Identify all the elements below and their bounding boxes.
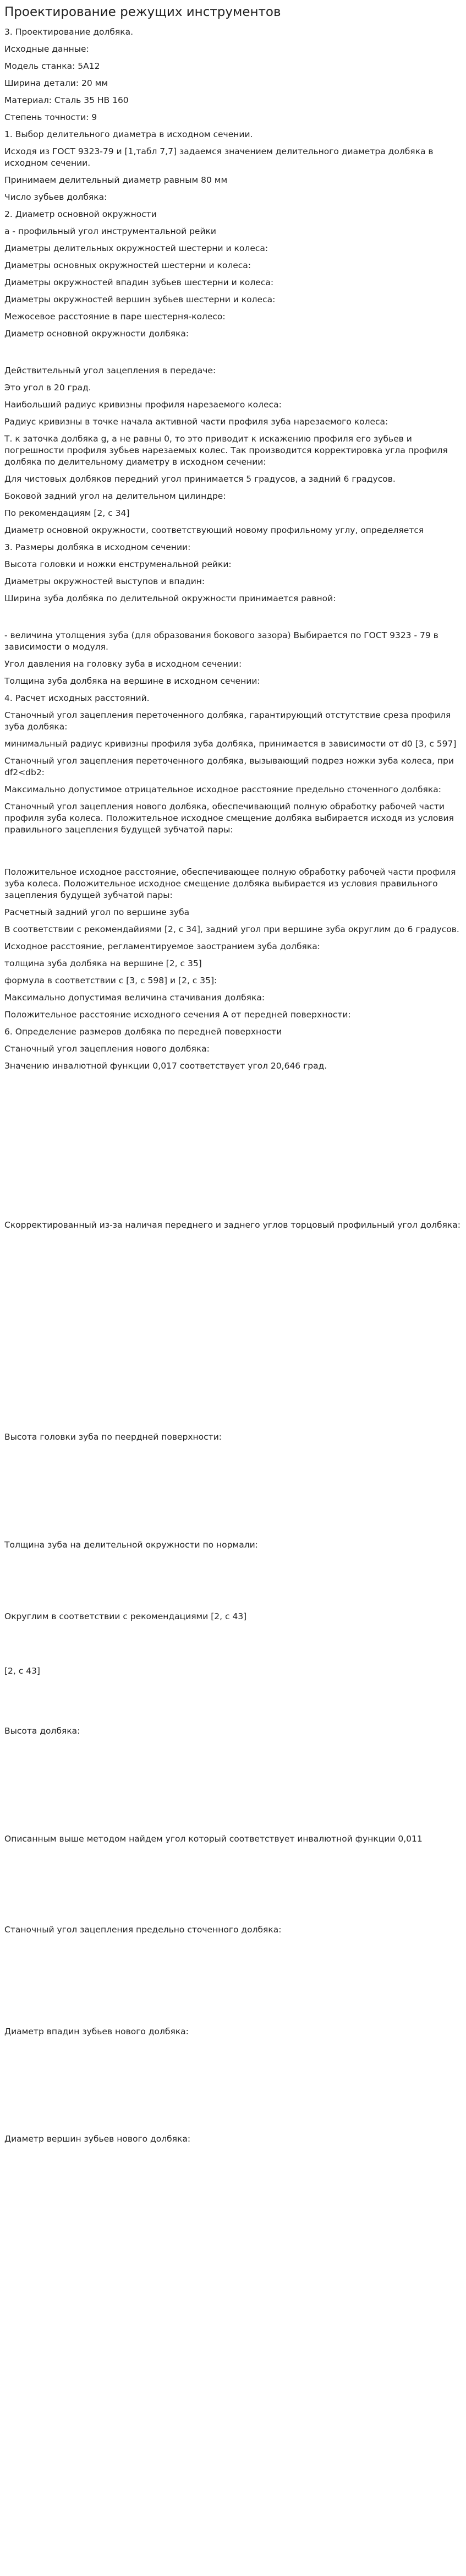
paragraph: Угол давления на головку зуба в исходном сечении: [4,659,242,669]
paragraph: Описанным выше методом найдем угол который соответствует инвалютной функции 0,011 [4,1834,423,1844]
paragraph: - величина утолщения зуба (для образования бокового зазора) Выбирается по ГОСТ 9323 - 79 в зависимости о модуля. [4,630,438,652]
paragraph: Для чистовых долбяков передний угол принимается 5 градусов, а задний 6 градусов. [4,474,396,484]
paragraph: Толщина зуба на делительной окружности по нормали: [4,1540,258,1550]
paragraph: Высота головки зуба по пеердней поверхности: [4,1432,222,1442]
paragraph: Диаметры окружностей впадин зубьев шестерни и колеса: [4,277,274,287]
paragraph: Радиус кривизны в точке начала активной части профиля зуба нарезаемого колеса: [4,417,388,427]
paragraph: Т. к заточка долбяка g, а не равны 0, то это приводит к искажению профиля его зубьев и погрешности профиля зубьев нарезаемых колес. Так производится корректировка угла профиля долбяка по делительному диаметру в исходном сечении: [4,434,448,467]
paragraph: 6. Определение размеров долбяка по передней поверхности [4,1027,282,1037]
paragraph: Диаметр основной окружности, соответствующий новому профильному углу, определяется [4,525,424,535]
paragraph: Станочный угол зацепления нового долбяка, обеспечивающий полную обработку рабочей части профиля зуба колеса. Положительное исходное смещение долбяка выбирается исходя из условия правильного зацепления будущей зубчатой пары: [4,802,454,835]
paragraph: 4. Расчет исходных расстояний. [4,693,150,703]
paragraph: Округлим в соответствии с рекомендациями [2, с 43] [4,1611,247,1621]
paragraph: По рекомендациям [2, с 34] [4,508,130,518]
paragraph: Это угол в 20 град. [4,383,91,393]
paragraph: Диаметр основной окружности долбяка: [4,329,189,339]
paragraph: Станочный угол зацепления предельно сточенного долбяка: [4,1925,282,1935]
paragraph: Исходные данные: [4,44,89,54]
paragraph: Высота долбяка: [4,1726,80,1736]
paragraph: Исходя из ГОСТ 9323-79 и [1,табл 7,7] задаемся значением делительного диаметра долбяка в исходном сечении. [4,146,434,168]
paragraph: В соответствии с рекомендайиями [2, с 34], задний угол при вершине зуба округлим до 6 градусов. [4,924,459,934]
paragraph: формула в соответствии с [3, с 598] и [2, с 35]: [4,976,217,985]
paragraph: Максимально допустимое отрицательное исходное расстояние предельно сточенного долбяка: [4,785,441,794]
paragraph: Материал: Сталь 35 НВ 160 [4,95,129,105]
paragraph: Диаметры окружностей вершин зубьев шестерни и колеса: [4,295,276,304]
paragraph: 1. Выбор делительного диаметра в исходном сечении. [4,129,253,139]
paragraph: Действительный угол зацепления в передаче: [4,366,216,375]
paragraph: 3. Проектирование долбяка. [4,27,134,37]
paragraph: Диаметры основных окружностей шестерни и колеса: [4,260,251,270]
paragraph: Диаметры делительных окружностей шестерни и колеса: [4,243,268,253]
paragraph: а - профильный угол инструментальной рейки [4,226,216,236]
paragraph: Толщина зуба долбяка на вершине в исходном сечении: [4,676,260,686]
paragraph: Число зубьев долбяка: [4,192,107,202]
paragraph: Расчетный задний угол по вершине зуба [4,907,190,917]
paragraph: Диаметры окружностей выступов и впадин: [4,576,205,586]
paragraph: Значению инвалютной функции 0,017 соответствует угол 20,646 град. [4,1061,327,1071]
paragraph: Модель станка: 5А12 [4,61,100,71]
paragraph: Принимаем делительный диаметр равным 80 мм [4,175,228,185]
paragraph: Наибольший радиус кривизны профиля нарезаемого колеса: [4,400,282,410]
paragraph: минимальный радиус кривизны профиля зуба долбяка, принимается в зависимости от d0 [3, с 597] [4,739,457,749]
paragraph: Максимально допустимая величина стачивания долбяка: [4,993,265,1003]
paragraph: Степень точности: 9 [4,112,97,122]
document-body [4,26,462,2145]
paragraph: Станочный угол зацепления переточенного долбяка, гарантирующий отстутствие среза профиля зуба долбяка: [4,710,451,732]
paragraph: 3. Размеры долбяка в исходном сечении: [4,542,191,552]
paragraph: Исходное расстояние, регламентируемое заостранием зуба долбяка: [4,941,320,951]
paragraph: Скорректированный из-за наличая переднего и заднего углов торцовый профильный угол долбяка: [4,1220,461,1230]
paragraph: толщина зуба долбяка на вершине [2, с 35] [4,958,202,968]
paragraph: Ширина зуба долбяка по делительной окружности принимается равной: [4,593,336,603]
paragraph: [2, с 43] [4,1666,40,1676]
paragraph: 2. Диаметр основной окружности [4,209,157,219]
paragraph: Высота головки и ножки енструменальной рейки: [4,559,232,569]
paragraph: Станочный угол зацепления переточенного долбяка, вызывающий подрез ножки зуба колеса, при df2<db2: [4,756,454,777]
page-title: Проектирование режущих инструментов [4,5,281,19]
paragraph: Станочный угол зацепления нового долбяка: [4,1044,210,1054]
paragraph: Диаметр вершин зубьев нового долбяка: [4,2134,191,2144]
paragraph: Боковой задний угол на делительном цилиндре: [4,491,226,501]
paragraph: Диаметр впадин зубьев нового долбяка: [4,2027,189,2036]
paragraph: Положительное исходное расстояние, обеспечивающее полную обработку рабочей части профиля зуба колеса. Положительное исходное смещение долбяка выбирается из условия правильного зацепления будущей зубчатой пары: [4,867,456,900]
paragraph: Межосевое расстояние в паре шестерня-колесо: [4,312,226,322]
paragraph: Ширина детали: 20 мм [4,78,108,88]
paragraph: Положительное расстояние исходного сечения А от передней поверхности: [4,1010,351,1020]
